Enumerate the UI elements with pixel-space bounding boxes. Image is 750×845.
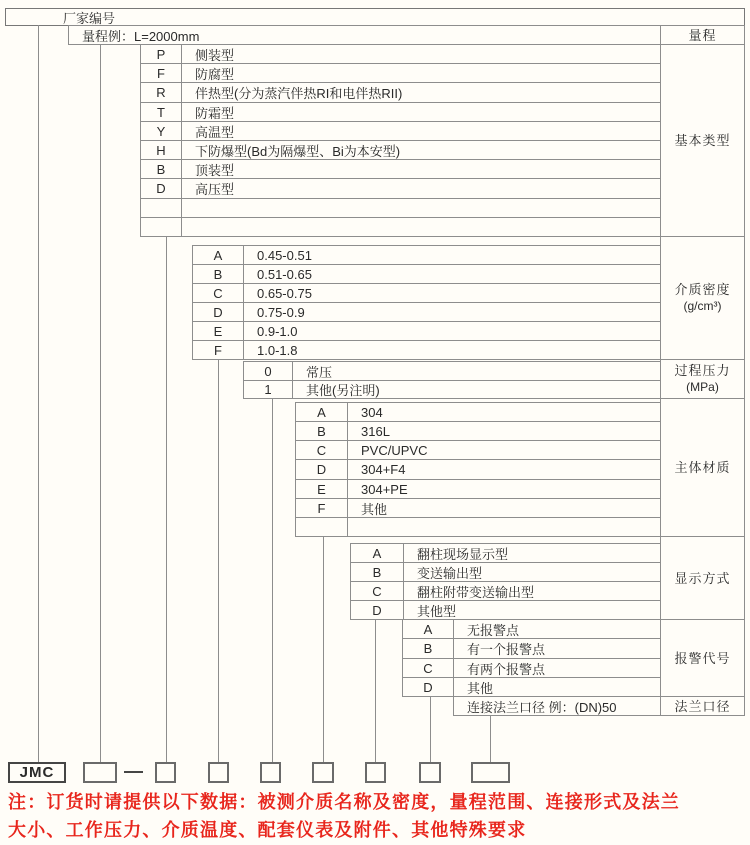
code-box-flange-size (471, 762, 510, 783)
display-mode-code-cell: C (350, 581, 404, 601)
connector-medium-density (218, 359, 219, 763)
body-material-desc-cell: 304+F4 (347, 459, 661, 480)
section-label-alarm-code-text: 报警代号 (674, 650, 731, 666)
code-box-body-material (312, 762, 334, 783)
alarm-code-desc-cell: 其他 (453, 677, 661, 697)
code-box-display-mode (365, 762, 386, 783)
medium-density-desc-cell: 0.65-0.75 (243, 283, 661, 303)
range-example-text: 量程例：L=2000mm (82, 28, 200, 44)
connector-manufacturer-code (38, 25, 39, 763)
body-material-code-cell: F (295, 498, 348, 518)
basic-type-code-cell: T (140, 102, 182, 122)
medium-density-desc-cell: 0.45-0.51 (243, 245, 661, 265)
medium-density-code-cell: F (192, 340, 244, 360)
basic-type-desc-cell: 防霜型 (181, 102, 661, 122)
body-material-code-cell: C (295, 440, 348, 460)
connector-basic-type (166, 236, 167, 763)
body-material-code-cell: D (295, 459, 348, 480)
alarm-code-desc-cell: 有两个报警点 (453, 658, 661, 678)
body-material-code-cell: A (295, 402, 348, 422)
basic-type-code-cell: P (140, 44, 182, 64)
basic-type-desc-cell: 高压型 (181, 178, 661, 199)
display-mode-code-cell: D (350, 600, 404, 620)
code-box-range (83, 762, 117, 783)
section-label-body-material (660, 398, 745, 537)
model-code-dash (124, 771, 143, 773)
basic-type-code-cell (140, 217, 182, 237)
body-material-desc-cell: PVC/UPVC (347, 440, 661, 460)
alarm-code-code-cell: B (402, 638, 454, 659)
display-mode-code-cell: A (350, 543, 404, 563)
body-material-desc-cell: 316L (347, 421, 661, 441)
process-pressure-desc-cell: 常压 (292, 361, 661, 381)
section-label-process-pressure (660, 359, 745, 399)
display-mode-desc-cell: 其他型 (403, 600, 661, 620)
section-label-medium-density-text: 介质密度 (674, 282, 731, 297)
manufacturer-code-label: 厂家编号 (63, 10, 116, 26)
basic-type-desc-cell: 顶装型 (181, 159, 661, 179)
section-label-process-pressure-unit: (MPa) (686, 380, 719, 394)
basic-type-code-cell: F (140, 63, 182, 83)
alarm-code-code-cell: C (402, 658, 454, 678)
body-material-code-cell (295, 517, 348, 537)
connector-display-mode (375, 619, 376, 763)
section-label-basic-type (660, 44, 745, 237)
medium-density-code-cell: A (192, 245, 244, 265)
body-material-desc-cell: 304+PE (347, 479, 661, 499)
connector-process-pressure (272, 398, 273, 763)
connector-range (100, 44, 101, 763)
section-label-range (660, 25, 745, 45)
medium-density-desc-cell: 0.9-1.0 (243, 321, 661, 341)
alarm-code-code-cell: D (402, 677, 454, 697)
process-pressure-code-cell: 0 (243, 361, 293, 381)
alarm-code-code-cell: A (402, 619, 454, 639)
process-pressure-code-cell: 1 (243, 380, 293, 399)
body-material-code-cell: B (295, 421, 348, 441)
display-mode-desc-cell: 翻柱附带变送输出型 (403, 581, 661, 601)
connector-flange-size (490, 715, 491, 763)
code-box-alarm-code (419, 762, 441, 783)
basic-type-code-cell: B (140, 159, 182, 179)
code-box-basic-type (155, 762, 176, 783)
basic-type-desc-cell: 高温型 (181, 121, 661, 141)
basic-type-desc-cell: 下防爆型(Bd为隔爆型、Bi为本安型) (181, 140, 661, 160)
medium-density-code-cell: B (192, 264, 244, 284)
connector-alarm-code (430, 696, 431, 763)
medium-density-desc-cell: 1.0-1.8 (243, 340, 661, 360)
medium-density-code-cell: D (192, 302, 244, 322)
basic-type-desc-cell: 侧装型 (181, 44, 661, 64)
section-label-range-text: 量程 (688, 27, 717, 43)
section-label-body-material-text: 主体材质 (674, 460, 731, 475)
basic-type-desc-cell (181, 198, 661, 218)
medium-density-code-cell: C (192, 283, 244, 303)
basic-type-code-cell: D (140, 178, 182, 199)
basic-type-code-cell: R (140, 82, 182, 103)
body-material-desc-cell (347, 517, 661, 537)
order-note-line2: 大小、工作压力、介质温度、配套仪表及附件、其他特殊要求 (8, 819, 527, 840)
section-label-medium-density-unit: (g/cm³) (683, 299, 722, 313)
order-note (8, 789, 748, 844)
section-label-alarm-code (660, 619, 745, 697)
model-prefix-text: JMC (19, 764, 55, 781)
basic-type-code-cell: Y (140, 121, 182, 141)
section-label-flange-size-text: 法兰口径 (674, 698, 731, 714)
display-mode-desc-cell: 翻柱现场显示型 (403, 543, 661, 563)
basic-type-code-cell: H (140, 140, 182, 160)
basic-type-desc-cell (181, 217, 661, 237)
basic-type-code-cell (140, 198, 182, 218)
section-label-display-mode-text: 显示方式 (674, 570, 731, 586)
code-box-medium-density (208, 762, 229, 783)
section-label-process-pressure-text: 过程压力 (674, 363, 731, 378)
range-example-cell (68, 25, 661, 45)
medium-density-desc-cell: 0.75-0.9 (243, 302, 661, 322)
section-label-display-mode (660, 536, 745, 620)
flange-size-desc-cell: 连接法兰口径 例：(DN)50 (453, 696, 661, 716)
process-pressure-desc-cell: 其他(另注明) (292, 380, 661, 399)
section-label-medium-density (660, 236, 745, 360)
connector-body-material (323, 536, 324, 763)
display-mode-code-cell: B (350, 562, 404, 582)
medium-density-code-cell: E (192, 321, 244, 341)
manufacturer-code-cell (5, 8, 745, 26)
medium-density-desc-cell: 0.51-0.65 (243, 264, 661, 284)
body-material-desc-cell: 304 (347, 402, 661, 422)
order-note-line1: 注：订货时请提供以下数据：被测介质名称及密度，量程范围、连接形式及法兰 (8, 792, 680, 812)
alarm-code-desc-cell: 有一个报警点 (453, 638, 661, 659)
display-mode-desc-cell: 变送输出型 (403, 562, 661, 582)
alarm-code-desc-cell: 无报警点 (453, 619, 661, 639)
section-label-basic-type-text: 基本类型 (674, 133, 731, 148)
basic-type-desc-cell: 伴热型(分为蒸汽伴热RI和电伴热RII) (181, 82, 661, 103)
basic-type-desc-cell: 防腐型 (181, 63, 661, 83)
model-prefix-box (8, 762, 66, 783)
body-material-desc-cell: 其他 (347, 498, 661, 518)
section-label-flange-size (660, 696, 745, 716)
body-material-code-cell: E (295, 479, 348, 499)
code-box-process-pressure (260, 762, 281, 783)
